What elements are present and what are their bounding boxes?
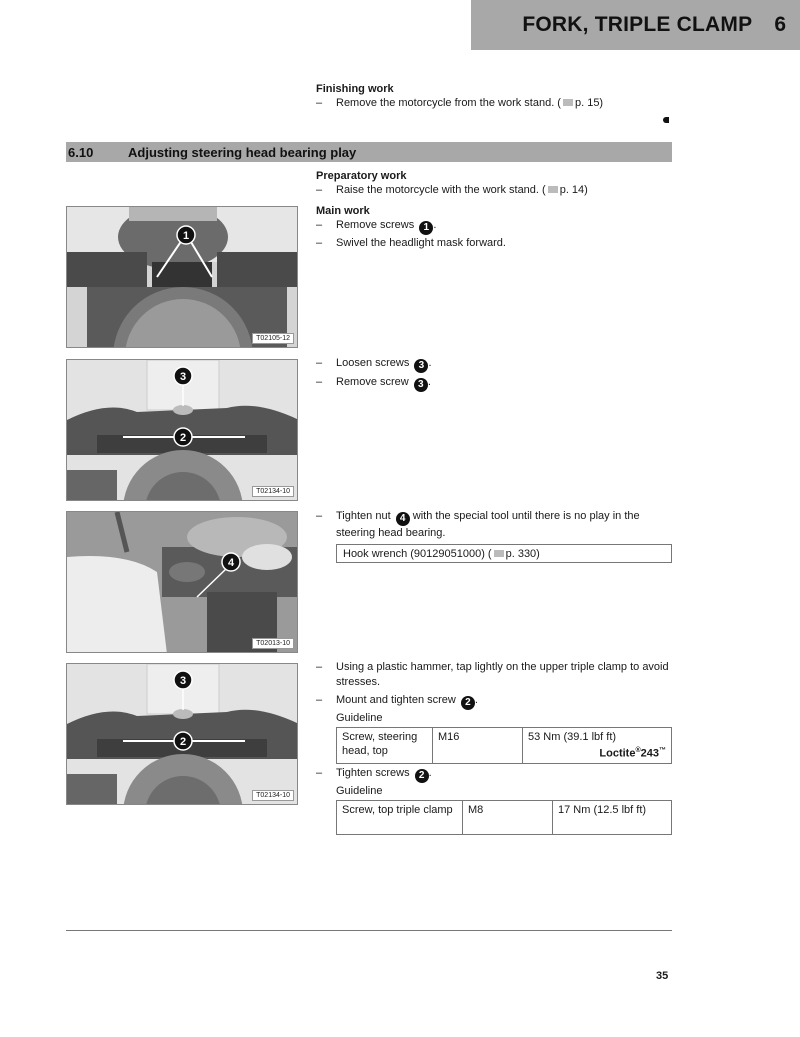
photo-steering-nut xyxy=(66,511,298,653)
torque-value: 53 Nm (39.1 lbf ft) xyxy=(528,731,617,743)
step-text: Raise the motorcycle with the work stand. ( xyxy=(336,184,546,196)
step-text: Using a plastic hammer, tap lightly on the upper triple clamp to avoid stresses. xyxy=(336,661,669,688)
photo-triple-clamp-tighten xyxy=(66,663,298,805)
loctite-spec: Loctite®243™ xyxy=(599,747,666,760)
step-remove-screw-3: – Remove screw 3 . xyxy=(316,376,431,390)
svg-text:2: 2 xyxy=(179,736,187,748)
dash: – xyxy=(316,767,323,779)
special-tool-text: Hook wrench (90129051000) ( xyxy=(343,548,492,560)
photo-code: T02013-10 xyxy=(252,638,294,649)
svg-text:2: 2 xyxy=(179,432,187,444)
step-text: Tighten screws xyxy=(336,767,410,779)
step-mount-screw-2: – Mount and tighten screw 2 . xyxy=(316,694,478,708)
step-text: Tighten nut xyxy=(336,510,391,522)
step-text: Mount and tighten screw xyxy=(336,694,456,706)
svg-text:4: 4 xyxy=(227,557,235,569)
callout-1-icon: 1 xyxy=(419,221,433,235)
photo-image xyxy=(67,207,298,348)
section-number: 6.10 xyxy=(68,144,94,160)
spec-torque: 17 Nm (12.5 lbf ft) xyxy=(553,801,672,835)
dash: – xyxy=(316,184,323,196)
table-row xyxy=(337,801,672,835)
callout-3-icon: 3 xyxy=(414,359,428,373)
step-text: Remove the motorcycle from the work stand. ( xyxy=(336,97,561,109)
table-row xyxy=(337,728,672,764)
callout-3-icon: 3 xyxy=(414,378,428,392)
guideline-label: Guideline xyxy=(336,712,383,724)
callout-4-icon: 4 xyxy=(396,512,410,526)
step-text: Swivel the headlight mask forward. xyxy=(336,237,506,249)
preparatory-work-heading: Preparatory work xyxy=(316,170,407,182)
footer-divider xyxy=(66,930,672,931)
spec-table-steering-head-screw xyxy=(336,727,672,764)
end-of-section-marker-icon xyxy=(663,117,669,123)
svg-text:3: 3 xyxy=(179,675,187,687)
dash: – xyxy=(316,661,323,673)
chapter-title: FORK, TRIPLE CLAMP xyxy=(522,13,753,36)
finishing-step xyxy=(316,96,676,111)
chapter-number: 6 xyxy=(774,13,786,36)
book-icon xyxy=(563,99,573,106)
spec-component: Screw, top triple clamp xyxy=(337,801,463,835)
photo-code: T02134-10 xyxy=(252,486,294,497)
spec-thread: M8 xyxy=(463,801,553,835)
photo-image xyxy=(67,360,298,501)
photo-image xyxy=(67,512,298,653)
callout-2-icon: 2 xyxy=(461,696,475,710)
book-icon xyxy=(548,186,558,193)
book-icon xyxy=(494,550,504,557)
svg-text:1: 1 xyxy=(182,230,190,242)
photo-triple-clamp xyxy=(66,359,298,501)
section-heading-bar xyxy=(66,142,672,162)
step-remove-screws-1: – Remove screws 1 . xyxy=(316,219,437,233)
step-text: Remove screws xyxy=(336,219,415,231)
photo-image xyxy=(67,664,298,805)
section-title: Adjusting steering head bearing play xyxy=(128,144,357,160)
page-reference-link[interactable]: p. 14) xyxy=(559,184,588,196)
photo-headlight-mask xyxy=(66,206,298,348)
step-text-continued: with the special tool until there is no play in the steering head bearing. xyxy=(336,510,640,539)
page-reference-link[interactable]: p. 15) xyxy=(574,97,604,109)
dash: – xyxy=(316,357,323,369)
photo-code: T02134-10 xyxy=(252,790,294,801)
finishing-work-heading: Finishing work xyxy=(316,83,394,95)
guideline-label: Guideline xyxy=(336,785,383,797)
step-text: Loosen screws xyxy=(336,357,410,369)
main-work-heading: Main work xyxy=(316,205,370,217)
spec-torque xyxy=(523,728,672,764)
dash: – xyxy=(316,237,323,249)
step-text: Remove screw xyxy=(336,376,409,388)
spec-table-top-triple-clamp-screw xyxy=(336,800,672,835)
callout-2-icon: 2 xyxy=(415,769,429,783)
page-number: 35 xyxy=(656,970,669,982)
dash: – xyxy=(316,97,323,109)
photo-code: T02105-12 xyxy=(252,333,294,344)
step-loosen-screws-3: – Loosen screws 3 . xyxy=(316,357,432,371)
dash: – xyxy=(316,376,323,388)
dash: – xyxy=(316,219,323,231)
special-tool-box xyxy=(336,544,672,563)
step-tap-with-hammer xyxy=(316,660,676,690)
spec-thread: M16 xyxy=(433,728,523,764)
chapter-header xyxy=(471,0,800,50)
page-reference-link[interactable]: p. 330) xyxy=(505,548,540,560)
preparatory-step xyxy=(316,183,676,198)
step-swivel-headlight xyxy=(316,236,676,251)
svg-text:3: 3 xyxy=(179,371,187,383)
spec-component: Screw, steering head, top xyxy=(337,728,433,764)
step-tighten-screws-2: – Tighten screws 2 . xyxy=(316,767,432,781)
dash: – xyxy=(316,510,323,522)
dash: – xyxy=(316,694,323,706)
step-tighten-nut-4 xyxy=(316,509,676,541)
